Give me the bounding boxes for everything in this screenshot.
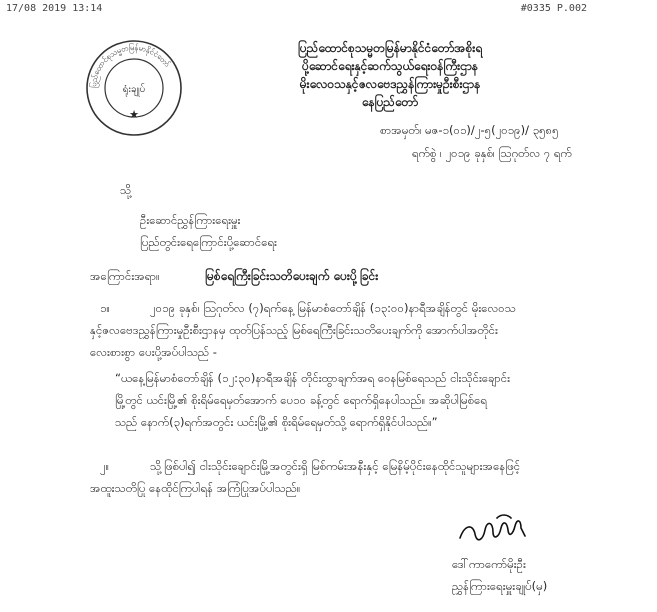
para2-number: ၂။ (100, 459, 110, 473)
letterhead-department: မိုးလေဝသနှင့်ဇလဗေဒညွှန်ကြားမှုဦးစီးဌာန (299, 77, 481, 91)
seal-ring-text: ပြည်ထောင်စုသမ္မတမြန်မာနိုင်ငံတော် (88, 42, 172, 89)
fax-page-number: #0335 P.002 (520, 3, 587, 14)
recipient-department: ပြည်တွင်းရေကြောင်းပို့ဆောင်ရေး (140, 235, 277, 249)
warning-quote-line: သည် နောက်(၃)ရက်အတွင်း ယင်းမြို့၏ စိုးရိမ်ရေမှတ်သို့ ရောက်ရှိနိုင်ပါသည်။” (115, 415, 438, 429)
para1-number: ၁။ (100, 301, 110, 315)
fax-datetime: 17/08 2019 13:14 (6, 3, 103, 14)
subject-text: မြစ်ရေကြီးခြင်းသတိပေးချက် ပေးပို့ခြင်း (205, 269, 379, 283)
office-seal-stamp (84, 38, 184, 138)
seal-center-text: ရုံးချုပ် (122, 84, 146, 95)
subject-label: အကြောင်းအရာ။ (90, 269, 160, 283)
letterhead-ministry: ပို့ဆောင်ရေးနှင့်ဆက်သွယ်ရေးဝန်ကြီးဌာန (302, 59, 478, 73)
warning-quote-line: “ယနေ့မြန်မာစံတော်ချိန် (၁၂:၃၀)နာရီအချိန် တိုင်းထွာချက်အရ ဝေနမြစ်ရေသည် ငါးသိုင်းချောင်း (115, 371, 511, 385)
svg-text:ပြည်ထောင်စုသမ္မတမြန်မာနိုင်ငံတ (89, 43, 172, 88)
para2-line: အထူးသတိပြု နေထိုင်ကြပါရန် အကြံပြုအပ်ပါသည်။ (90, 481, 301, 495)
to-label: သို့ (120, 183, 132, 197)
star-icon: ★ (129, 108, 139, 121)
para1-line: ၂၀၁၉ ခုနှစ်၊ ဩဂုတ်လ (၇)ရက်နေ့ မြန်မာစံတော်ချိန် (၁၃:၀၀)နာရီအချိန်တွင် မိုးလေဝသ (150, 301, 516, 315)
para2-line: သို့ဖြစ်ပါ၍ ငါးသိုင်းချောင်းမြို့အတွင်းရှိ မြစ်ကမ်းအနီးနှင့် မြေနိမ့်ပိုင်းနေထိုင်သူများအနေဖြင့် (150, 459, 521, 473)
reference-number: စာအမှတ်၊ မဇ-၁(ဝ၁)/၂-၅(၂၀၁၉)/ ၃၅၈၅ (380, 123, 559, 137)
recipient-title: ဦးဆောင်ညွှန်ကြားရေးမှူး (140, 213, 241, 227)
letterhead-government: ပြည်ထောင်စုသမ္မတမြန်မာနိုင်ငံတော်အစိုးရ (297, 41, 483, 55)
signatory-name: ဒေါ်ကာကော်မိုးဦး (452, 557, 526, 571)
para1-line: လေးစားစွာ ပေးပို့အပ်ပါသည် - (90, 345, 217, 359)
handwritten-signature (455, 510, 535, 550)
para1-line: နှင့်ဇလဗေဒညွှန်ကြားမှုဦးစီးဌာနမှ ထုတ်ပြန်သည့် မြစ်ရေကြီးခြင်းသတိပေးချက်ကို အောက်ပါအတိုင်း (90, 323, 498, 337)
fax-header (0, 3, 657, 17)
letterhead-city: နေပြည်တော် (361, 95, 419, 109)
warning-quote-line: မြို့တွင် ယင်းမြို့၏ စိုးရိမ်ရေမှတ်အောက် ပေ၁ဝ ခန့်တွင် ရောက်ရှိနေပါသည်။ အဆိုပါမြစ်ရေ (115, 393, 487, 407)
signatory-title: ညွှန်ကြားရေးမှူးချုပ်(မှ) (452, 579, 548, 593)
reference-date: ရက်စွဲ ၊ ၂၀၁၉ ခုနှစ်၊ ဩဂုတ်လ ၇ ရက် (412, 146, 572, 160)
